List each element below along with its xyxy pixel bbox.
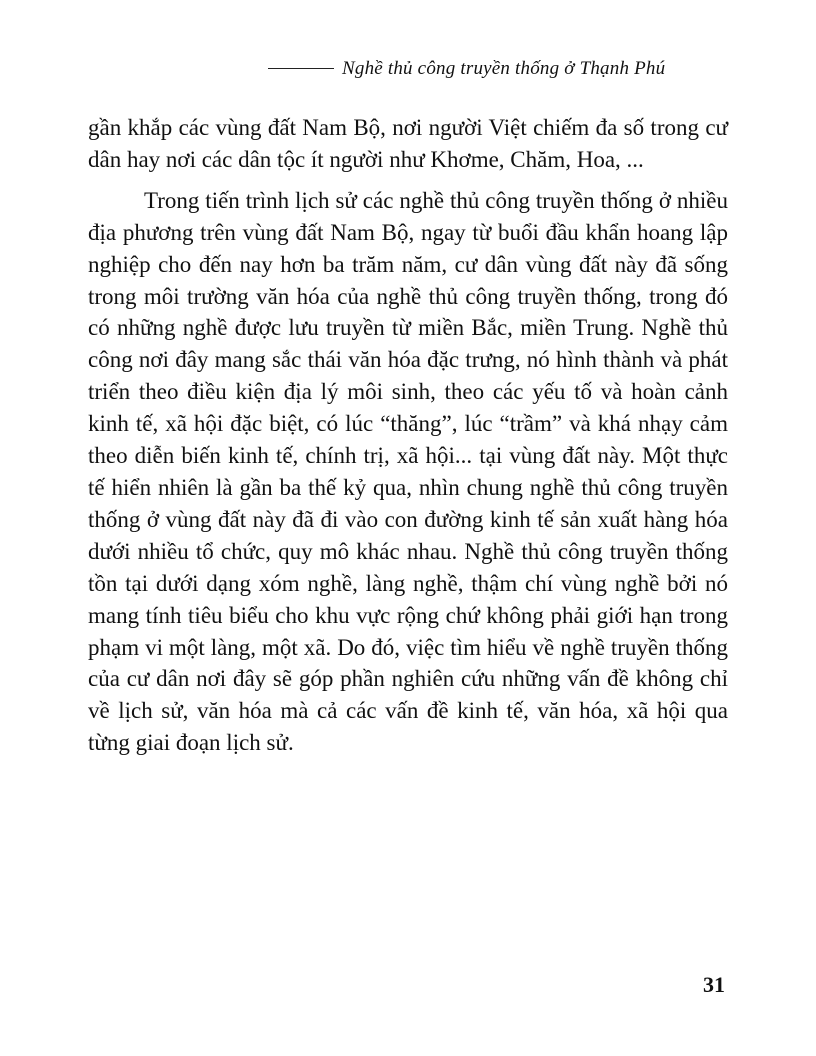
header-rule <box>268 68 334 69</box>
paragraph-continuation: gần khắp các vùng đất Nam Bộ, nơi người Việt chiếm đa số trong cư dân hay nơi các dân tộc ít người như Khơme, Chăm, Hoa, ... <box>88 115 728 172</box>
header-title: Nghề thủ công truyền thống ở Thạnh Phú <box>342 58 666 79</box>
body-text <box>88 112 728 759</box>
running-header <box>268 58 728 80</box>
page-number: 31 <box>703 972 725 997</box>
paragraph-main: Trong tiến trình lịch sử các nghề thủ công truyền thống ở nhiều địa phương trên vùng đất Nam Bộ, ngay từ buổi đầu khẩn hoang lập nghiệp cho đến nay hơn ba trăm năm, cư dân vùng đất này đã sống trong môi trường văn hóa của nghề thủ công truyền thống, trong đó có những nghề được lưu truyền từ miền Bắc, miền Trung. Nghề thủ công nơi đây mang sắc thái văn hóa đặc trưng, nó hình thành và phát triển theo điều kiện địa lý môi sinh, theo các yếu tố và hoàn cảnh kinh tế, xã hội đặc biệt, có lúc “thăng”, lúc “trầm” và khá nhạy cảm theo diễn biến kinh tế, chính trị, xã hội... tại vùng đất này. Một thực tế hiển nhiên là gần ba thế kỷ qua, nhìn chung nghề thủ công truyền thống ở vùng đất này đã đi vào con đường kinh tế sản xuất hàng hóa dưới nhiều tổ chức, quy mô khác nhau. Nghề thủ công truyền thống tồn tại dưới dạng xóm nghề, làng nghề, thậm chí vùng nghề bởi nó mang tính tiêu biểu cho khu vực rộng chứ không phải giới hạn trong phạm vi một làng, một xã. Do đó, việc tìm hiểu về nghề truyền thống của cư dân nơi đây sẽ góp phần nghiên cứu những vấn đề không chỉ về lịch sử, văn hóa mà cả các vấn đề kinh tế, văn hóa, xã hội qua từng giai đoạn lịch sử. <box>88 187 728 756</box>
